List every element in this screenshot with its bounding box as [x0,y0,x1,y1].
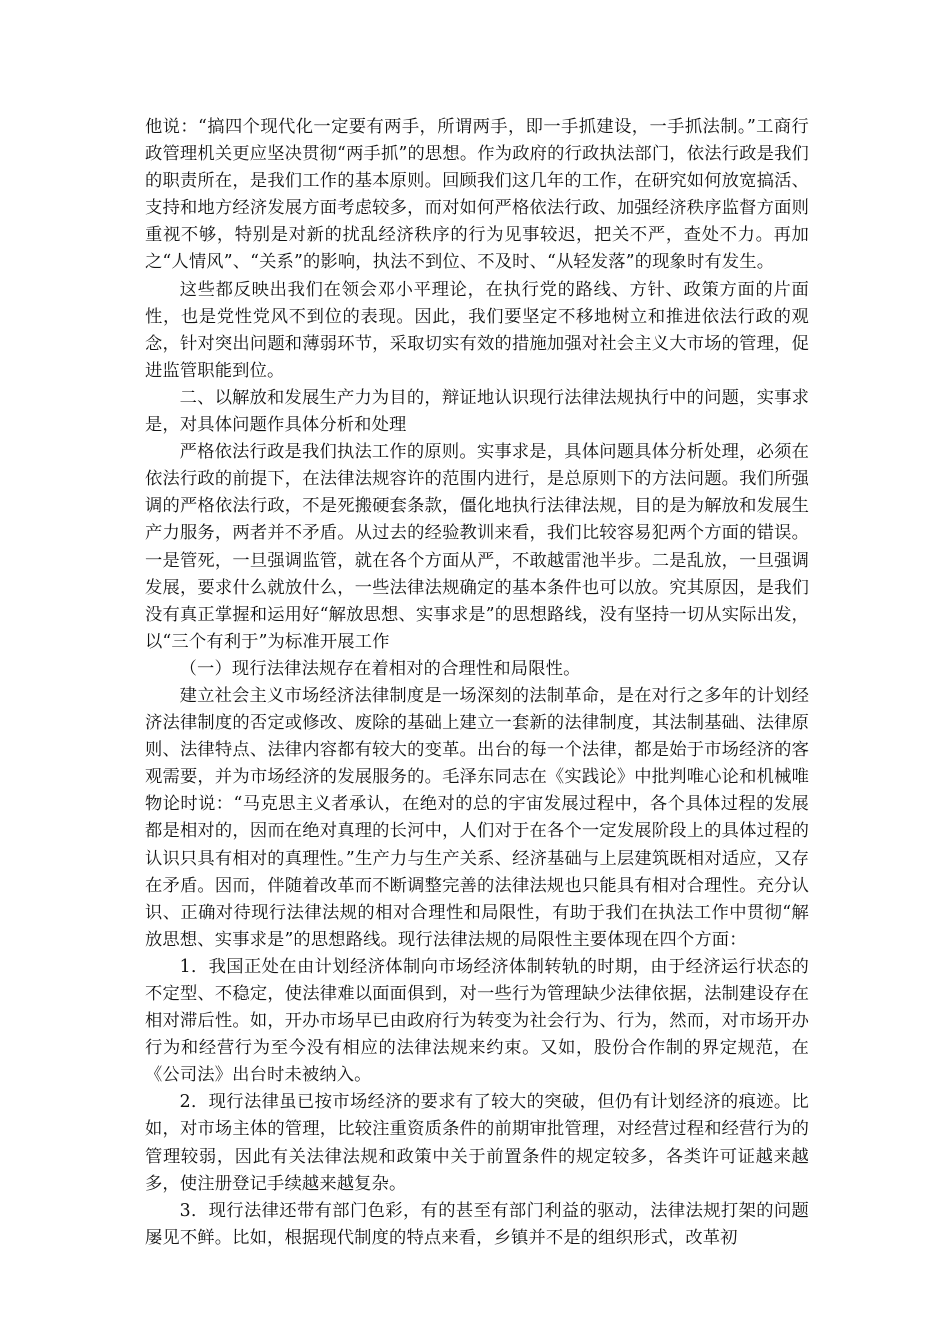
paragraph-3: 严格依法行政是我们执法工作的原则。实事求是，具体问题具体分析处理，必须在依法行政的前提下，在法律法规容许的范围内进行，是总原则下的方法问题。我们所强调的严格依法行政，不是死搬硬套条款，僵化地执行法律法规，目的是为解放和发展生产力服务，两者并不矛盾。从过去的经验教训来看，我们比较容易犯两个方面的错误。一是管死，一旦强调监管，就在各个方面从严，不敢越雷池半步。二是乱放，一旦强调发展，要求什么就放什么，一些法律法规确定的基本条件也可以放。究其原因，是我们没有真正掌握和运用好“解放思想、实事求是”的思想路线，没有坚持一切从实际出发，以“三个有利于”为标准开展工作 [145,442,809,652]
section-heading-2: 二、以解放和发展生产力为目的，辩证地认识现行法律法规执行中的问题，实事求是，对具体问题作具体分析和处理 [145,387,809,436]
paragraph-1: 他说：“搞四个现代化一定要有两手，所谓两手，即一手抓建设，一手抓法制。”工商行政管理机关更应坚决贯彻“两手抓”的思想。作为政府的行政执法部门，依法行政是我们的职责所在，是我们工作的基本原则。回顾我们这几年的工作，在研究如何放宽搞活、支持和地方经济发展方面考虑较多，而对如何严格依法行政、加强经济秩序监督方面则重视不够，特别是对新的扰乱经济秩序的行为见事较迟，把关不严，查处不力。再加之“人情风”、“关系”的影响，执法不到位、不及时、“从轻发落”的现象时有发生。 [145,117,809,273]
subsection-heading-1: （一）现行法律法规存在着相对的合理性和局限性。 [179,658,581,679]
paragraph-4: 建立社会主义市场经济法律制度是一场深刻的法制革命，是在对行之多年的计划经济法律制度的否定或修改、废除的基础上建立一套新的法律制度，其法制基础、法律原则、法律特点、法律内容都有较大的变革。出台的每一个法律，都是始于市场经济的客观需要，并为市场经济的发展服务的。毛泽东同志在《实践论》中批判唯心论和机械唯物论时说：“马克思主义者承认，在绝对的总的宇宙发展过程中，各个具体过程的发展都是相对的，因而在绝对真理的长河中，人们对于在各个一定发展阶段上的具体过程的认识只具有相对的真理性。”生产力与生产关系、经济基础与上层建筑既相对适应，又存在矛盾。因而，伴随着改革而不断调整完善的法律法规也只能具有相对合理性。充分认识、正确对待现行法律法规的相对合理性和局限性，有助于我们在执法工作中贯彻“解放思想、实事求是”的思想路线。现行法律法规的局限性主要体现在四个方面： [145,685,809,950]
list-item-1: 1．我国正处在由计划经济体制向市场经济体制转轨的时期，由于经济运行状态的不定型、不稳定，使法律难以面面俱到，对一些行为管理缺少法律依据，法制建设存在相对滞后性。如，开办市场早已由政府行为转变为社会行为、行为，然而，对市场开办行为和经营行为至今没有相应的法律法规来约束。又如，股份合作制的界定规范，在《公司法》出台时未被纳入。 [145,956,809,1086]
list-item-3: 3．现行法律还带有部门色彩，有的甚至有部门利益的驱动，法律法规打架的问题屡见不鲜。比如，根据现代制度的特点来看，乡镇并不是的组织形式，改革初 [145,1200,809,1248]
list-item-2: 2．现行法律虽已按市场经济的要求有了较大的突破，但仍有计划经济的痕迹。比如，对市场主体的管理，比较注重资质条件的前期审批管理，对经营过程和经营行为的管理较弱，因此有关法律法规和政策中关于前置条件的规定较多，各类许可证越来越多，使注册登记手续越来越复杂。 [145,1092,809,1194]
paragraph-2: 这些都反映出我们在领会邓小平理论，在执行党的路线、方针、政策方面的片面性，也是党性党风不到位的表现。因此，我们要坚定不移地树立和推进依法行政的观念，针对突出问题和薄弱环节，采取切实有效的措施加强对社会主义大市场的管理，促进监管职能到位。 [145,279,809,381]
document-body [145,114,809,1252]
